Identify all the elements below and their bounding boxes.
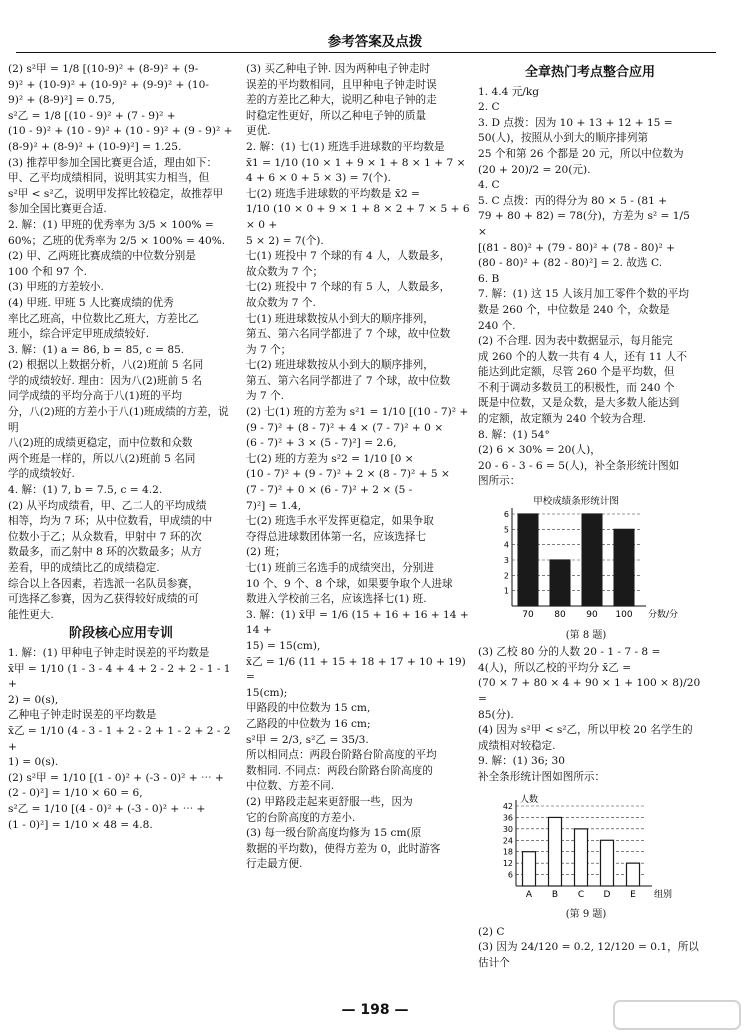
col1b-line: (2) s²甲 = 1/10 [(1 - 0)² + (-3 - 0)² + ⋯ +	[8, 771, 224, 784]
col3-line: (20 + 20)/2 = 20(元).	[478, 163, 591, 176]
col2-line: (10 - 7)² + (9 - 7)² + 2 × (8 - 7)² + 5 ×	[246, 468, 450, 481]
col2-line: 七(1) 班进球数按从小到大的顺序排列，	[246, 312, 434, 325]
col3-line: 能达到此定额，尽管 260 个是平均数，但	[478, 366, 675, 379]
col1b-line: (1 - 0)²] = 1/10 × 48 = 4.8.	[8, 818, 153, 831]
col1-line: 100 个和 97 个.	[8, 265, 87, 278]
col2-line: 第五、第六名同学都进了 7 个球，故中位数	[246, 374, 451, 387]
bar	[518, 514, 538, 606]
col1-line: 4. 解：(1) 7, b = 7.5, c = 4.2.	[8, 484, 163, 497]
col2-line: 七(2) 班选手进球数的平均数是 x̄2 =	[246, 187, 420, 200]
bar	[523, 851, 536, 885]
col2-line: (2) 七(1) 班的方差为 s²1 = 1/10 [(10 - 7)² +	[246, 406, 469, 419]
page-number: — 198 —	[341, 1002, 409, 1018]
bar	[614, 529, 634, 606]
col3-line: 6. B	[478, 272, 500, 285]
col1b-line: x̄甲 = 1/10 (1 - 3 - 4 + 4 + 2 - 2 + 2 - 1 - 1 +	[8, 662, 231, 691]
col3b-line: 成绩相对较稳定.	[478, 739, 556, 752]
col2-line: 七(1) 班前三名选手的成绩突出，分别进	[246, 562, 434, 574]
col1-line: 数最多，而乙射中 8 环的次数最多；从方	[8, 546, 202, 559]
col2-line: 第五、第六名同学都进了 7 个球，故中位数	[246, 328, 451, 341]
col2-line: 故众数为 7 个；	[246, 265, 324, 278]
chart-school-a	[496, 494, 702, 643]
col2-line: 所以相同点：两段台阶路台阶高度的平均	[246, 749, 437, 762]
col3-line: 不利于调动多数员工的积极性，而 240 个	[478, 381, 675, 394]
col2-line: 数相同. 不同点：两段台阶路台阶高度的	[246, 764, 433, 777]
col2-line: 行走最方便.	[246, 858, 303, 871]
col1-line: s²乙 = 1/8 [(10 - 9)² + (7 - 9)² +	[8, 109, 176, 122]
col2-line: 10 个、9 个、8 个球，如果要争取个人进球	[246, 577, 453, 590]
col3-line: 50(人)，按照从小到大的顺序排列第	[478, 132, 649, 145]
col3-line: 的定额，故定额为 240 个较为合理.	[478, 413, 647, 426]
y-tick-label: 24	[502, 835, 513, 845]
x-tick-label: C	[577, 889, 585, 900]
col3b-line: (3) 乙校 80 分的人数 20 - 1 - 7 - 8 =	[478, 646, 661, 659]
y-tick-label: 6	[503, 510, 509, 520]
col3-line: 4. C	[478, 179, 500, 192]
col3-line: 2. C	[478, 101, 500, 114]
y-tick-label: 18	[502, 847, 513, 857]
col1b-line: 1. 解：(1) 甲种电子钟走时误差的平均数是	[8, 646, 210, 659]
col1-line: 参加全国比赛更合适.	[8, 203, 107, 216]
col2-line: (3) 每一级台阶高度均修为 15 cm(原	[246, 827, 422, 840]
col3-line: 20 - 6 - 3 - 6 = 5(人)，补全条形统计图如	[478, 459, 680, 472]
chart-groups	[496, 790, 702, 923]
col2-line: 为 7 个.	[246, 390, 285, 403]
col1-line: s²甲 < s²乙，说明甲发挥比较稳定，故推荐甲	[8, 187, 224, 200]
chart-caption-q8: (第 8 题)	[565, 629, 607, 641]
col3-line: 7. 解：(1) 这 15 人该月加工零件个数的平均	[478, 288, 689, 301]
chart-caption-q9: (第 9 题)	[565, 909, 607, 921]
col1-line: (3) 甲班的方差较小.	[8, 281, 104, 294]
col2-line: s²甲 = 2/3, s²乙 = 35/3.	[246, 733, 369, 746]
col1-line: 分，八(2)班的方差小于八(1)班成绩的方差，说明	[8, 406, 229, 434]
col2-line: 七(2) 班投中 7 个球的有 5 人，人数最多，	[246, 281, 451, 294]
x-tick-label: 90	[586, 610, 598, 621]
col1b-line: 1) = 0(s).	[8, 756, 59, 769]
col2-line: (6 - 7)² + 3 × (5 - 7)²] = 2.6,	[246, 437, 397, 450]
col3b-line: (4) 因为 s²甲 < s²乙，所以甲校 20 名学生的	[478, 724, 693, 737]
col1-line: (2) 甲、乙两班比赛成绩的中位数分别是	[8, 250, 196, 263]
col2-line: 乙路段的中位数为 16 cm;	[246, 717, 371, 730]
y-tick-label: 12	[502, 858, 513, 868]
bar-chart-q9	[496, 790, 686, 902]
y-tick-label: 6	[507, 870, 513, 880]
col3b-line: 9. 解：(1) 36; 30	[478, 755, 565, 768]
col3b-line: (70 × 7 + 80 × 4 + 90 × 1 + 100 × 8)/20 =	[478, 677, 701, 705]
y-tick-label: 2	[503, 571, 509, 581]
col2-line: 3. 解：(1) x̄甲 = 1/6 (15 + 16 + 16 + 14 + 14 +	[246, 608, 469, 637]
x-tick-label: E	[630, 889, 636, 900]
col1-line: 综合以上各因素，若选派一名队员参赛，	[8, 577, 199, 590]
col1-line: (2) 从平均成绩看，甲、乙二人的平均成绩	[8, 499, 207, 512]
col3c-line: (3) 因为 24/120 = 0.2, 12/120 = 0.1，所以估计个	[478, 941, 699, 969]
col2-text-block	[246, 62, 470, 873]
col1-line: 2. 解：(1) 甲班的优秀率为 3/5 × 100% =	[8, 218, 214, 231]
col2-line: 它的台阶高度的方差小.	[246, 811, 356, 824]
col2-line: (2) 班；	[246, 546, 286, 559]
col3-line: (80 - 80)² + (82 - 80)²] = 2. 故选 C.	[478, 257, 663, 270]
bar	[550, 560, 570, 606]
x-axis-label: 分数/分	[648, 610, 679, 621]
bar	[549, 817, 562, 886]
col3-line: 8. 解：(1) 54°	[478, 428, 550, 441]
col3-line: 79 + 80 + 82) = 78(分)，方差为 s² = 1/5 ×	[478, 210, 690, 238]
x-tick-label: 70	[522, 610, 534, 621]
col2-line: 4 + 6 × 0 + 5 × 3) = 7(个).	[246, 172, 391, 185]
col3c-line: (2) C	[478, 925, 505, 938]
col1-line: 可选择乙参赛，因为乙获得较好成绩的可	[8, 593, 199, 606]
col2-line: (3) 买乙种电子钟. 因为两种电子钟走时	[246, 63, 431, 75]
col2-line: 七(1) 班投中 7 个球的有 4 人，人数最多，	[246, 250, 451, 263]
col3-text-block-2	[478, 645, 702, 785]
col3-line: 240 个.	[478, 319, 516, 332]
section-title-core: 阶段核心应用专训	[68, 626, 173, 642]
col3-line: 1. 4.4 元/kg	[478, 85, 540, 98]
bar	[575, 828, 588, 885]
col2-line: 15(cm);	[246, 686, 288, 699]
col2-line: 15) = 15(cm),	[246, 639, 321, 652]
col3-text-block	[478, 85, 702, 490]
col1-text-block-2	[8, 646, 234, 833]
col1-line: 八(2)班的成绩更稳定，而中位数和众数	[8, 437, 193, 450]
x-tick-label: A	[525, 889, 533, 900]
col2-line: 故众数为 7 个.	[246, 296, 316, 309]
col2-line: 1/10 (10 × 0 + 9 × 1 + 8 × 2 + 7 × 5 + 6 × 0 +	[246, 203, 470, 231]
col2-line: 时稳定性更好，所以乙种电子钟的质量	[246, 109, 427, 122]
y-tick-label: 5	[503, 525, 509, 535]
col1-line: 位数小于乙；从众数看，甲射中 7 环的次	[8, 530, 202, 543]
col1-line: (3) 推荐甲参加全国比赛更合适，理由如下：	[8, 156, 218, 169]
col1-line: 9)² + (8-9)²] = 0.75,	[8, 94, 116, 107]
col3b-line: 4(人)，所以乙校的平均分 x̄乙 =	[478, 661, 632, 674]
col1-line: 率比乙班高，中位数比乙班大，方差比乙	[8, 312, 199, 325]
y-tick-label: 30	[502, 824, 513, 834]
col3-line: 3. D 点拨：因为 10 + 13 + 12 + 15 =	[478, 116, 673, 129]
col1-line: 两个班是一样的，所以八(2)班前 5 名同	[8, 452, 196, 465]
col3-line: (2) 不合理. 因为表中数据显示，每月能完	[478, 335, 673, 348]
col3b-line: 85(分).	[478, 708, 514, 721]
y-tick-label: 4	[503, 540, 509, 550]
col1-text-block	[8, 62, 234, 623]
col3-line: 5. C 点拨：丙的得分为 80 × 5 - (81 +	[478, 194, 668, 207]
col1b-line: 乙种电子钟走时误差的平均数是	[8, 709, 157, 722]
chart-title: 甲校成绩条形统计图	[533, 496, 619, 508]
col3-line: 成 260 个的人数一共有 4 人，还有 11 人不	[478, 350, 687, 363]
col2-line: 数据的平均数)，使得方差为 0，此时游客	[246, 842, 441, 855]
col1-line: 学的成绩较好. 理由：因为八(2)班前 5 名	[8, 374, 203, 387]
col2-line: x̄1 = 1/10 (10 × 1 + 9 × 1 + 8 × 1 + 7 ×	[246, 156, 466, 169]
col2-line: 更优.	[246, 125, 271, 138]
watermark-logo	[612, 997, 742, 1033]
col1-line: 60%；乙班的优秀率为 2/5 × 100% = 40%.	[8, 234, 226, 247]
col1b-line: 2) = 0(s),	[8, 693, 59, 706]
y-tick-label: 3	[503, 556, 509, 566]
col2-line: 夺得总进球数团体第一名，应该选择七	[246, 530, 427, 543]
col2-line: 七(2) 班进球数按从小到大的顺序排列，	[246, 359, 434, 372]
col2-line: 5 × 2) = 7(个).	[246, 234, 324, 247]
col2-line: (9 - 7)² + (8 - 7)² + 4 × (7 - 7)² + 0 ×	[246, 421, 444, 434]
x-tick-label: 100	[615, 610, 633, 621]
col2-line: 数进入学校前三名，应该选择七(1) 班.	[246, 593, 427, 606]
bar	[582, 514, 602, 606]
bar	[627, 863, 640, 886]
col1-line: 3. 解：(1) a = 86, b = 85, c = 85.	[8, 343, 185, 356]
header-divider	[16, 52, 716, 53]
col2-line: 为 7 个；	[246, 343, 292, 356]
col2-line: 七(2) 班选手水平发挥更稳定，如果争取	[246, 515, 434, 528]
col2-line: (2) 甲路段走起来更舒服一些，因为	[246, 795, 413, 808]
col1-line: 甲、乙平均成绩相同，说明其实力相当，但	[8, 172, 210, 185]
col2-line: 七(2) 班的方差为 s²2 = 1/10 [0 ×	[246, 452, 414, 465]
y-tick-label: 42	[502, 801, 513, 811]
y-axis-label: 人数	[520, 794, 539, 805]
col1b-line: s²乙 = 1/10 [(4 - 0)² + (-3 - 0)² + ⋯ +	[8, 802, 206, 815]
col2-line: (7 - 7)² + 0 × (6 - 7)² + 2 × (5 -	[246, 484, 413, 497]
column-left	[8, 62, 234, 833]
col3-line: 数是 260 个，中位数是 240 个，众数是	[478, 303, 670, 316]
col1-line: 同学成绩的平均分高于八(1)班的平均	[8, 390, 182, 403]
col1b-line: x̄乙 = 1/10 (4 - 3 - 1 + 2 - 2 + 1 - 2 + 2 - 2 +	[8, 724, 231, 753]
y-tick-label: 1	[503, 586, 509, 596]
col2-line: 甲路段的中位数为 15 cm,	[246, 702, 371, 715]
col1-line: 能性更大.	[8, 608, 54, 621]
col1-line: 差看，甲的成绩比乙的成绩稳定.	[8, 562, 160, 574]
col1-line: 9)² + (10-9)² + (10-9)² + (9-9)² + (10-	[8, 78, 209, 91]
bar-chart-q8	[496, 494, 686, 622]
y-tick-label: 36	[502, 812, 513, 822]
col3b-line: 补全条形统计图如图所示：	[478, 770, 606, 783]
page-header: 参考答案及点拨	[327, 34, 423, 50]
col1-line: (2) s²甲 = 1/8 [(10-9)² + (8-9)² + (9-	[8, 63, 199, 75]
col3-line: [(81 - 80)² + (79 - 80)² + (78 - 80)² +	[478, 241, 675, 254]
column-middle	[246, 62, 470, 873]
x-tick-label: B	[551, 889, 559, 900]
col3-line: (2) 6 × 30% = 20(人)，	[478, 444, 601, 457]
col1-line: (2) 根据以上数据分析，八(2)班前 5 名同	[8, 359, 204, 372]
bar	[601, 840, 614, 886]
col3-line: 既是中位数，又是众数，是大多数人能达到	[478, 397, 680, 410]
col3-text-block-3	[478, 925, 702, 972]
col1-line: (4) 甲班. 甲班 5 人比赛成绩的优秀	[8, 296, 174, 309]
col1-line: 相等，均为 7 环；从中位数看，甲成绩的中	[8, 515, 213, 528]
col1-line: (8-9)² + (8-9)² + (10-9)²] = 1.25.	[8, 140, 182, 153]
col2-line: 2. 解：(1) 七(1) 班选手进球数的平均数是	[246, 140, 445, 153]
col2-line: x̄乙 = 1/6 (11 + 15 + 18 + 17 + 10 + 19) =	[246, 655, 466, 684]
col3-line: 25 个和第 26 个都是 20 元，所以中位数为	[478, 147, 684, 160]
col1-line: 学的成绩较好.	[8, 468, 75, 481]
col2-line: 误差的平均数相同，且甲种电子钟走时误	[246, 78, 437, 91]
x-tick-label: D	[603, 889, 611, 900]
col1b-line: (2 - 0)²] = 1/10 × 60 = 6,	[8, 787, 143, 800]
col2-line: 中位数、方差不同.	[246, 780, 335, 793]
col2-line: 差的方差比乙种大，说明乙种电子钟的走	[246, 94, 437, 107]
col2-line: 7)²] = 1.4,	[246, 499, 302, 512]
col1-line: (10 - 9)² + (10 - 9)² + (10 - 9)² + (9 - 9)² +	[8, 125, 233, 138]
x-axis-label: 组别	[654, 889, 673, 900]
section-title-chapter: 全章热门考点整合应用	[524, 65, 655, 80]
col3-line: 图所示：	[478, 475, 521, 488]
x-tick-label: 80	[554, 610, 566, 621]
col1-line: 班小，综合评定甲班成绩较好.	[8, 328, 150, 341]
column-right	[478, 62, 702, 972]
